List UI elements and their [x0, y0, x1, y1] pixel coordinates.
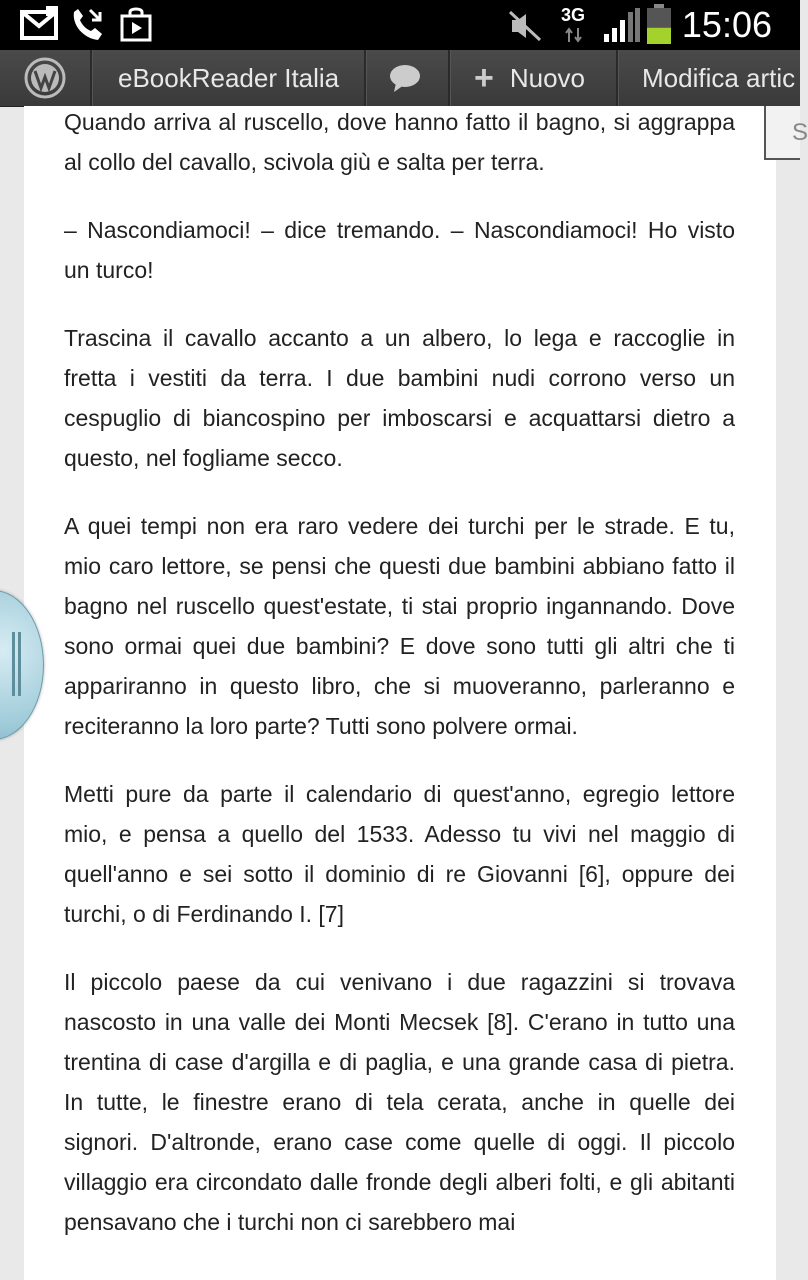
wordpress-icon	[24, 57, 66, 99]
paragraph: Trascina il cavallo accanto a un albero, lo lega e raccoglie in fretta i vestiti da terra. I due bambini nudi corrono verso un cespuglio di biancospino per imboscarsi e acquattarsi dietro a questo, nel fogliame secco.	[64, 325, 735, 471]
article-page	[24, 106, 776, 1280]
grip-line	[12, 632, 15, 696]
admin-bar	[0, 50, 800, 107]
mute-icon	[508, 10, 542, 42]
plus-icon: +	[474, 59, 494, 97]
data-activity-icon	[565, 28, 583, 47]
clock: 15:06	[681, 4, 772, 45]
shopping-bag-icon	[118, 6, 154, 44]
paragraph: A quei tempi non era raro vedere dei turchi per le strade. E tu, mio caro lettore, se pensi che questi due bambini abbiano fatto il bagno nel ruscello quest'estate, ti stai proprio ingannando. Dove sono ormai quei due bambini? E dove sono tutti gli altri che ti appariranno in questo libro, che si muoveranno, parleranno e reciteranno la loro parte? Tutti sono polvere ormai.	[64, 513, 735, 739]
battery-icon	[646, 4, 672, 44]
new-label: Nuovo	[509, 62, 586, 93]
divider	[90, 50, 93, 106]
new-content-menu[interactable]	[474, 50, 585, 106]
wordpress-menu[interactable]	[24, 50, 66, 106]
comments-link[interactable]	[388, 50, 422, 106]
divider	[448, 50, 451, 106]
paragraph: Metti pure da parte il calendario di quest'anno, egregio lettore mio, e pensa a quello del 1533. Adesso tu vivi nel maggio di quell'anno e sei sotto il dominio di re Giovanni [6], oppure dei turchi, o di Ferdinando I. [7]	[64, 781, 735, 927]
network-type: 3G	[560, 5, 585, 25]
paragraph: Il piccolo paese da cui venivano i due ragazzini si trovava nascosto in una valle dei Monti Mecsek [8]. C'erano in tutto una trentina di case d'argilla e di paglia, e una grande casa di pietra. In tutte, le finestre erano di tela cerata, anche in quelle dei signori. D'altronde, erano case come quelle di oggi. Il piccolo villaggio era circondato dalle fronde degli alberi folti, e gli abitanti pensavano che i turchi non ci sarebbero mai	[64, 969, 735, 1235]
missed-call-icon	[68, 6, 108, 44]
article-body	[64, 106, 735, 1270]
paragraph: Quando arriva al ruscello, dove hanno fatto il bagno, si aggrappa al collo del cavallo, scivola giù e salta per terra.	[64, 109, 735, 175]
site-name-link[interactable]: eBookReader Italia	[118, 62, 340, 93]
divider	[364, 50, 367, 106]
edit-article-link[interactable]: Modifica artic	[642, 62, 796, 93]
grip-line	[18, 632, 21, 696]
side-panel-tab[interactable]: S	[764, 106, 800, 160]
comment-bubble-icon	[388, 63, 422, 93]
gmail-icon	[20, 6, 60, 42]
signal-icon	[604, 8, 640, 42]
status-bar	[0, 0, 800, 50]
divider	[616, 50, 619, 106]
paragraph: – Nascondiamoci! – dice tremando. – Nascondiamoci! Ho visto un turco!	[64, 217, 735, 283]
